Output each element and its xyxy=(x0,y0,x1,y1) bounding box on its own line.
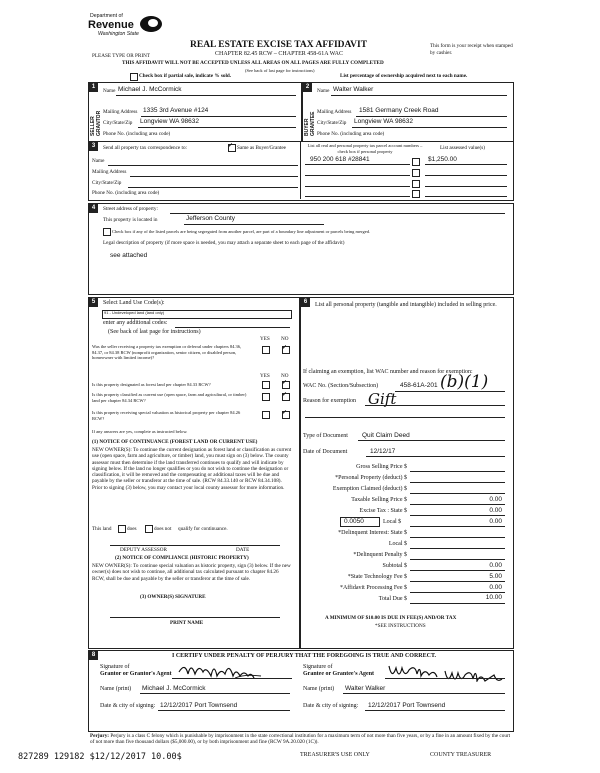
assessed-value[interactable]: $1,250.00 xyxy=(428,156,457,163)
personal-prop-checkbox-1[interactable] xyxy=(412,158,420,166)
q2-text: Is this property designated as forest land per chapter 84.33 RCW? xyxy=(92,382,211,387)
perjury-label: Perjury: xyxy=(90,733,110,739)
grantee-date-label: Date & city of signing: xyxy=(303,703,359,709)
does-checkbox[interactable] xyxy=(118,525,126,533)
receipt-note: This form is your receipt when stamped by cashier. xyxy=(430,43,513,56)
local2-label: Local $ xyxy=(388,541,407,547)
does-not-label: does not xyxy=(154,526,172,532)
qualify-label: qualify for continuance. xyxy=(178,526,228,532)
parcel-header: List all real and personal property tax parcel account numbers – check box if personal property xyxy=(307,143,423,154)
subtotal-label: Subtotal $ xyxy=(382,563,407,569)
exemption-claimed-label: Exemption Claimed (deduct) $ xyxy=(332,486,407,492)
buyer-mailing-label: Mailing Address xyxy=(317,109,352,115)
personal-property-label: List all personal property (tangible and intangible) included in selling price. xyxy=(315,302,497,308)
partial-sale-label: Check box if partial sale, indicate % sold. xyxy=(139,73,232,79)
does-label: does xyxy=(127,526,137,532)
form-title: REAL ESTATE EXCISE TAX AFFIDAVIT xyxy=(190,40,368,50)
q4-yes-checkbox[interactable] xyxy=(262,411,270,419)
yes-header-1: YES xyxy=(260,336,270,342)
grantor-sig-label-1: Signature of xyxy=(100,664,130,670)
reason-handwritten: Gift xyxy=(368,390,397,408)
logo-mark-icon xyxy=(138,14,164,34)
seller-name-label: Name xyxy=(103,88,116,94)
buyer-side-label: BUYER GRANTEE xyxy=(304,111,316,136)
doc-date-label: Date of Document xyxy=(303,449,348,455)
taxable-label: Taxable Selling Price $ xyxy=(351,497,407,503)
certify-statement: I CERTIFY UNDER PENALTY OF PERJURY THAT THE FOREGOING IS TRUE AND CORRECT. xyxy=(172,653,437,659)
completion-warning: THIS AFFIDAVIT WILL NOT BE ACCEPTED UNLESS ALL AREAS ON ALL PAGES ARE FULLY COMPLETED xyxy=(122,60,384,66)
grantor-name-label: Name (print) xyxy=(100,686,132,692)
assessed-header: List assessed value(s) xyxy=(440,145,485,151)
affidavit-fee-label: *Affidavit Processing Fee $ xyxy=(339,585,407,591)
total-value[interactable]: 10.00 xyxy=(485,594,502,601)
s3-mailing-label: Mailing Address xyxy=(92,169,127,175)
continuance-title: (1) NOTICE OF CONTINUANCE (FOREST LAND OR CURRENT USE) xyxy=(92,439,258,445)
wac-label: WAC No. (Section/Subsection) xyxy=(303,383,379,389)
logo-revenue: Revenue xyxy=(88,19,134,31)
perjury-statement xyxy=(90,733,512,745)
buyer-city-label: City/State/Zip xyxy=(317,120,347,126)
seller-mailing-label: Mailing Address xyxy=(103,109,138,115)
parcel-number[interactable]: 950 200 618 #28841 xyxy=(310,156,370,163)
street-address-label: Street address of property: xyxy=(103,206,158,212)
grantee-date[interactable]: 12/12/2017 Port Townsend xyxy=(368,702,446,709)
taxable-value[interactable]: 0.00 xyxy=(489,496,502,503)
seller-city-label: City/State/Zip xyxy=(103,120,133,126)
delinquent-penalty-label: *Delinquent Penalty $ xyxy=(353,552,407,558)
seller-phone-label: Phone No. (including area code) xyxy=(103,131,171,137)
gross-label: Gross Selling Price $ xyxy=(356,464,407,470)
personal-prop-checkbox-4[interactable] xyxy=(412,190,420,198)
delinquent-interest-label: *Delinquent Interest: State $ xyxy=(338,530,407,536)
grantor-date-label: Date & city of signing: xyxy=(100,703,156,709)
buyer-city[interactable]: Longview WA 98632 xyxy=(354,118,414,125)
historic-title: (2) NOTICE OF COMPLIANCE (HISTORIC PROPERTY) xyxy=(115,555,249,561)
excise-state-value[interactable]: 0.00 xyxy=(489,507,502,514)
section-1-badge: 1 xyxy=(89,83,98,92)
buyer-name-label: Name xyxy=(317,88,330,94)
ownership-note: List percentage of ownership acquired next to each name. xyxy=(340,73,468,79)
buyer-phone-label: Phone No. (including area code) xyxy=(317,131,385,137)
q3-text: Is this property classified as current use (open space, farm and agricultural, or timber) land per chapter 84.34 RCW? xyxy=(92,392,247,403)
local-label: Local $ xyxy=(383,519,402,525)
segregation-checkbox[interactable] xyxy=(103,228,111,236)
total-label: Total Due $ xyxy=(378,596,407,602)
form-chapters: CHAPTER 82.45 RCW – CHAPTER 458-61A WAC xyxy=(215,51,343,57)
state-tech-label: *State Technology Fee $ xyxy=(347,574,407,580)
print-name-label: PRINT NAME xyxy=(170,620,204,626)
s5-see-back: (See back of last page for instructions) xyxy=(108,329,201,335)
buyer-name[interactable]: Walter Walker xyxy=(333,86,374,93)
logo-dept-line: Department of xyxy=(90,13,123,19)
grantee-sig-label-2: Grantee or Grantee's Agent xyxy=(303,671,375,677)
q3-yes-checkbox[interactable] xyxy=(262,393,270,401)
segregation-label: Check box if any of the listed parcels are being segregated from another parcel, are part of a boundary line adjustment or parcels being merged. xyxy=(112,229,371,234)
personal-prop-checkbox-2[interactable] xyxy=(412,169,420,177)
does-not-checkbox[interactable] xyxy=(145,525,153,533)
wac-number[interactable]: 458-61A-201 xyxy=(400,382,438,389)
land-use-value: 91 - Undeveloped land (land only) xyxy=(104,310,165,315)
doc-date[interactable]: 12/12/17 xyxy=(370,448,396,455)
minimum-note: A MINIMUM OF $10.00 IS DUE IN FEE(S) AND/OR TAX xyxy=(325,615,457,621)
no-header-2: NO xyxy=(281,373,289,379)
personal-deduct-label: *Personal Property (deduct) $ xyxy=(335,475,407,481)
see-instructions-note: *SEE INSTRUCTIONS xyxy=(375,623,426,629)
q1-text: Was the seller receiving a property tax exemption or deferral under chapters 84.36, 84.37, or 84.38 RCW (nonprofit organization, senior citizen, or disabled person, homeowner with limited income)? xyxy=(92,344,242,361)
seller-side-label: SELLER GRANTOR xyxy=(90,110,102,136)
affidavit-fee-value[interactable]: 0.00 xyxy=(489,584,502,591)
s3-phone-label: Phone No. (including area code) xyxy=(92,190,160,196)
grantee-name[interactable]: Walter Walker xyxy=(345,685,386,692)
historic-text: NEW OWNER(S): To continue special valuation as historic property, sign (3) below. If the new owner(s) does not wish to continue, all additional tax calculated pursuant to chapter 84.26 RCW, shall be due and payable by the seller or transferor at the time of sale. xyxy=(92,563,291,582)
q4-text: Is this property receiving special valuation as historical property per chapter 84.26 RCW? xyxy=(92,410,241,421)
land-use-label: Select Land Use Code(s): xyxy=(103,300,165,306)
owner-signature-label: (3) OWNER(S) SIGNATURE xyxy=(140,594,206,600)
section-2-badge: 2 xyxy=(303,83,312,92)
see-back-note: (See back of last page for instructions) xyxy=(245,68,315,73)
section-5-badge: 5 xyxy=(89,298,98,307)
continuance-text: NEW OWNER(S): To continue the current designation as forest land or classification as current use (open space, farm and agriculture, or timber) land, you must sign on (3) below. The county assessor must then determine if the land transferred continues to qualify and will indicate by signing below. If the land no longer qualifies or you do not wish to continue the designation or classification, it will be removed and the compensating or additional taxes will be due and payable by the seller or transferor at the time of sale. (RCW 84.33.140 or RCW 84.34.108). Prior to signing (3) below, you may contact your local county assessor for more information. xyxy=(92,447,292,491)
legal-description[interactable]: see attached xyxy=(110,252,148,259)
grantor-sig-label-2: Grantor or Grantor's Agent xyxy=(100,671,172,677)
grantee-sig-label-1: Signature of xyxy=(303,664,333,670)
section-4-badge: 4 xyxy=(89,204,98,213)
grantee-name-label: Name (print) xyxy=(303,686,335,692)
s3-name-label: Name xyxy=(92,158,105,164)
section-8-badge: 8 xyxy=(89,651,98,660)
send-correspondence-label: Send all property tax correspondence to: xyxy=(103,145,187,151)
no-header-1: NO xyxy=(281,336,289,342)
treasurer-use-only: TREASURER'S USE ONLY xyxy=(300,752,370,758)
please-type-note: PLEASE TYPE OR PRINT xyxy=(92,53,150,59)
seller-mailing[interactable]: 1335 3rd Avenue #124 xyxy=(143,107,209,114)
seller-name[interactable]: Michael J. McCormick xyxy=(118,86,182,93)
buyer-mailing[interactable]: 1581 Germany Creek Road xyxy=(359,107,439,114)
seller-city[interactable]: Longview WA 98632 xyxy=(140,118,200,125)
personal-prop-checkbox-3[interactable] xyxy=(412,180,420,188)
recording-stamp: 827289 129182 $12/12/2017 10.00$ xyxy=(18,752,182,762)
deputy-date-label: DATE xyxy=(236,547,250,553)
grantor-date[interactable]: 12/12/2017 Port Townsend xyxy=(160,702,238,709)
state-tech-value[interactable]: 5.00 xyxy=(489,573,502,580)
section-6-badge: 6 xyxy=(301,298,310,307)
doc-type[interactable]: Quit Claim Deed xyxy=(362,432,410,439)
section-3-badge: 3 xyxy=(89,142,98,151)
reason-label: Reason for exemption xyxy=(303,398,356,404)
yes-header-2: YES xyxy=(260,373,270,379)
perjury-text: Perjury is a class C felony which is punishable by imprisonment in the state correctional institution for a maximum term of not more than five years, or by a fine in an amount fixed by the court of not more than five thousand dollars ($5,000.00), or by both imprisonment and fine (RCW 9A.20.020 (1C)). xyxy=(90,733,511,746)
legal-description-label: Legal description of property (if more space is needed, you may attach a separate sheet to each page of the affidavit) xyxy=(103,240,345,246)
partial-sale-checkbox[interactable] xyxy=(130,73,138,81)
additional-codes-label: enter any additional codes: xyxy=(103,320,168,326)
local-value[interactable]: 0.00 xyxy=(489,518,502,525)
deputy-assessor-label: DEPUTY ASSESSOR xyxy=(120,547,167,553)
wac-handwritten: (b)(1) xyxy=(440,372,489,392)
grantor-name[interactable]: Michael J. McCormick xyxy=(142,685,206,692)
doc-type-label: Type of Document xyxy=(303,433,348,439)
logo-state: Washington State xyxy=(98,31,139,37)
this-land-label: This land xyxy=(92,526,112,532)
q1-yes-checkbox[interactable] xyxy=(262,346,270,354)
county[interactable]: Jefferson County xyxy=(186,215,236,222)
located-in-label: This property is located in xyxy=(103,217,158,223)
q2-yes-checkbox[interactable] xyxy=(262,381,270,389)
excise-state-label: Excise Tax : State $ xyxy=(359,508,407,514)
local-rate: 0.0050 xyxy=(344,518,364,525)
subtotal-value[interactable]: 0.00 xyxy=(489,562,502,569)
county-treasurer: COUNTY TREASURER xyxy=(430,752,492,758)
exemption-label: If claiming an exemption, list WAC number and reason for exemption: xyxy=(303,369,473,375)
if-yes-note: If any answers are yes, complete as instructed below. xyxy=(92,429,188,434)
s3-city-label: City/State/Zip xyxy=(92,180,122,186)
same-as-buyer-label: Same as Buyer/Grantee xyxy=(237,145,286,151)
